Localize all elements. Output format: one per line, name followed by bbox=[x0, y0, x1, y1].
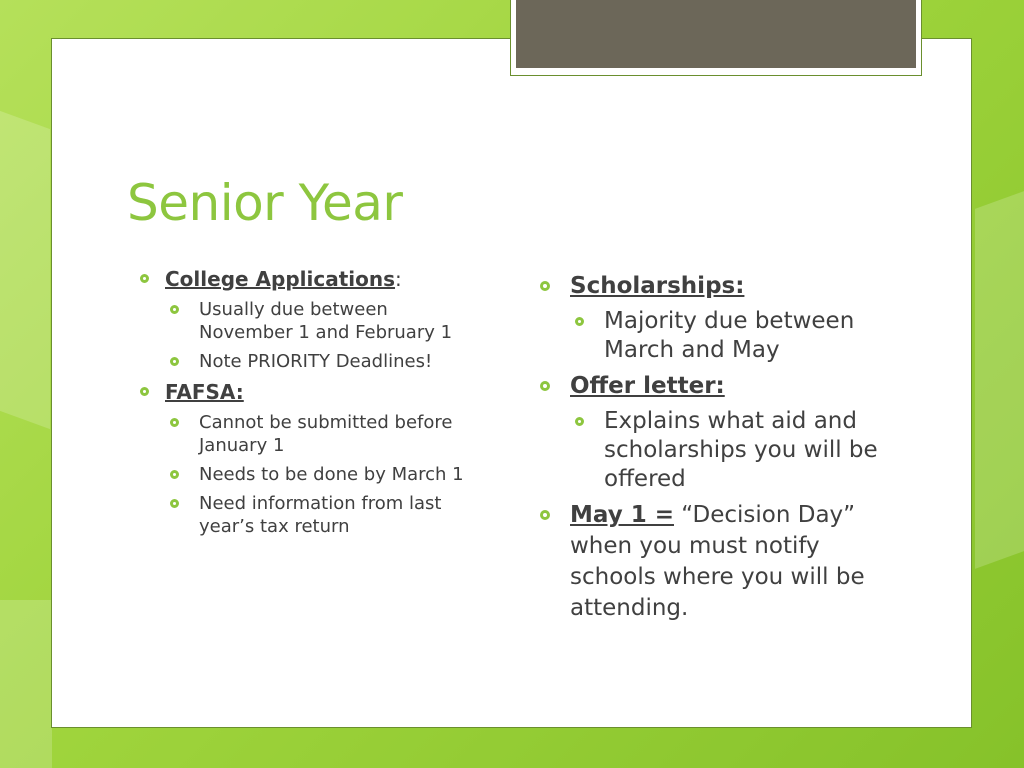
background-facet bbox=[0, 111, 50, 429]
left-bullet-column bbox=[135, 260, 480, 538]
circle-bullet-icon bbox=[540, 281, 550, 291]
circle-bullet-icon bbox=[140, 274, 149, 283]
sub-list-item-text: Cannot be submitted before January 1 bbox=[199, 412, 453, 456]
sub-list-item bbox=[170, 492, 480, 538]
list-item-heading: Offer letter: bbox=[570, 373, 725, 399]
list-item-fafsa bbox=[135, 379, 480, 538]
list-item-heading: Scholarships: bbox=[570, 273, 745, 299]
circle-bullet-icon bbox=[575, 317, 584, 326]
circle-bullet-icon bbox=[170, 418, 179, 427]
list-item-heading: College Applications bbox=[165, 267, 396, 291]
background-facet bbox=[975, 191, 1024, 569]
list-item-may-1 bbox=[540, 500, 900, 624]
slide-title: Senior Year bbox=[127, 174, 403, 232]
sub-list-item bbox=[170, 411, 480, 457]
sub-list-item-text: Majority due between March and May bbox=[604, 308, 855, 363]
sub-list-item-text: Note PRIORITY Deadlines! bbox=[199, 351, 433, 372]
sub-list-item-text: Need information from last year’s tax return bbox=[199, 493, 442, 537]
list-item-college-applications bbox=[135, 266, 480, 373]
circle-bullet-icon bbox=[170, 357, 179, 366]
circle-bullet-icon bbox=[140, 387, 149, 396]
title-tab-block bbox=[516, 0, 916, 68]
background-facet bbox=[0, 600, 52, 768]
sub-list-item-text: Usually due between November 1 and February 1 bbox=[199, 299, 453, 343]
circle-bullet-icon bbox=[170, 305, 179, 314]
sub-list-item bbox=[170, 350, 480, 373]
list-item-text: “Decision Day” when you must notify schools where you will be attending. bbox=[570, 502, 865, 621]
sub-list-item-text: Explains what aid and scholarships you will be offered bbox=[604, 408, 878, 492]
sub-list-item-text: Needs to be done by March 1 bbox=[199, 464, 464, 485]
list-item-scholarships bbox=[540, 271, 900, 365]
sub-list-item bbox=[170, 298, 480, 344]
right-bullet-column bbox=[540, 265, 900, 624]
list-item-heading-suffix: : bbox=[395, 267, 402, 291]
list-item-offer-letter bbox=[540, 371, 900, 494]
circle-bullet-icon bbox=[540, 381, 550, 391]
circle-bullet-icon bbox=[575, 417, 584, 426]
list-item-heading: FAFSA: bbox=[165, 380, 244, 404]
circle-bullet-icon bbox=[540, 510, 550, 520]
sub-list-item bbox=[170, 463, 480, 486]
sub-list-item bbox=[575, 407, 900, 494]
sub-list-item bbox=[575, 307, 900, 365]
circle-bullet-icon bbox=[170, 499, 179, 508]
list-item-heading: May 1 = bbox=[570, 502, 674, 528]
circle-bullet-icon bbox=[170, 470, 179, 479]
